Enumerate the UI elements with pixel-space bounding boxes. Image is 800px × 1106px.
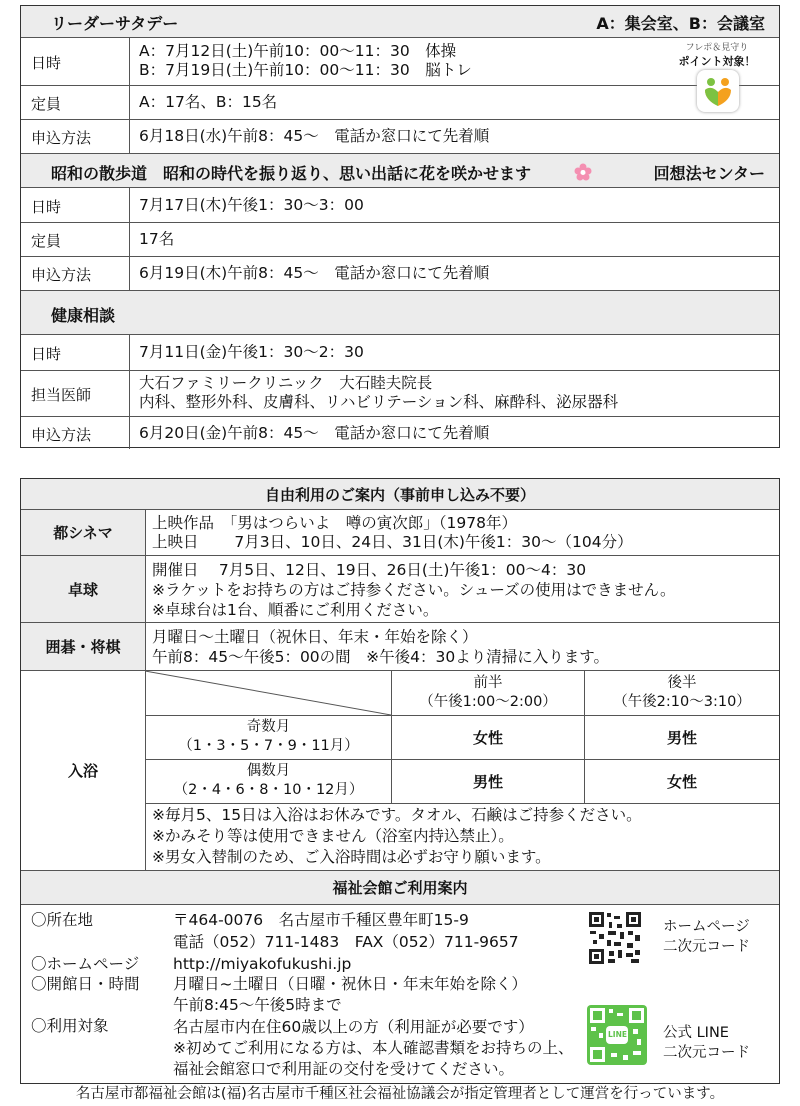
even-month: 偶数月 [246,763,291,779]
hall-title: 福祉会館ご利用案内 [332,879,468,897]
pingpong-label: 卓球 [21,556,145,622]
target-label: 〇利用対象 [31,1017,109,1035]
row-label: 日時 [31,54,62,72]
bath-diagonal-cell [145,671,391,715]
even-first-gender: 男性 [391,759,584,803]
bath-first-time: （午後1:00～2:00） [419,694,557,710]
leader-apply: 6月18日(水)午前8：45～ 電話か窓口にて先着順 [139,127,490,145]
showa-header [21,153,779,187]
showa-date: 7月17日(木)午後1：30～3：00 [139,196,364,214]
bath-label: 入浴 [67,762,98,780]
leader-apply-row [21,119,779,153]
homepage-qr-icon[interactable] [587,910,643,966]
target-line-1: 名古屋市内在住60歳以上の方（利用証が必要です） [173,1018,534,1036]
showa-capacity: 17名 [139,230,175,248]
health-date: 7月11日(金)午後1：30～2：30 [139,343,364,361]
bath-note-3: ※男女入替制のため、ご入浴時間は必ずお守り願います。 [152,848,551,866]
badge-top-text: フレポ＆見守り [685,43,749,53]
odd-months-list: （1・3・5・7・9・11月） [178,738,359,754]
phone-fax: 電話（052）711-1483 FAX（052）711-9657 [173,933,519,951]
cinema-title: 上映作品 「男はつらいよ 噂の寅次郎」（1978年） [152,514,517,532]
bath-note-2: ※かみそり等は使用できません（浴室内持込禁止）。 [152,827,514,845]
cinema-row [21,509,779,555]
health-doctor-specialties: 内科、整形外科、皮膚科、リハビリテーション科、麻酔科、泌尿器科 [139,393,619,411]
health-title: 健康相談 [51,306,116,325]
open-hours: 午前8:45～午後5時まで [173,996,342,1014]
bath-first-half: 前半 [473,675,503,691]
health-doctor-clinic: 大石ファミリークリニック 大石睦夫院長 [139,374,433,392]
address: 〒464-0076 名古屋市千種区豊年町15-9 [173,911,469,929]
bath-note-1: ※毎月5、15日は入浴はお休みです。タオル、石鹸はご持参ください。 [152,806,642,824]
target-line-3: 福祉会館窓口で利用証の交付を受けてください。 [173,1060,515,1078]
leader-capacity-row [21,85,779,119]
row-label: 申込方法 [31,129,92,147]
cinema-dates: 上映日 7月3日、10日、24日、31日(木)午後1：30～（104分） [152,533,633,551]
go-shogi-row [21,622,779,670]
bath-first-half-header [391,671,584,715]
free-use-header [21,479,779,509]
point-logo-icon [697,70,739,112]
showa-date-row [21,187,779,222]
odd-first-gender: 女性 [391,715,584,759]
health-apply: 6月20日(金)午前8：45～ 電話か窓口にて先着順 [139,424,490,442]
health-date-row [21,334,779,370]
bath-second-half-header [584,671,779,715]
go-shogi-hours: 午前8：45～午後5：00の間 ※午後4：30より清掃に入ります。 [152,648,610,666]
bath-second-time: （午後2:10～3:10） [613,694,751,710]
odd-month-cell [146,716,391,758]
line-logo-text: LINE [608,1030,627,1039]
leader-date-a: A：7月12日(土)午前10：00～11：30 体操 [139,42,457,60]
leader-date-b: B：7月19日(土)午前10：00～11：30 脳トレ [139,61,472,79]
flower-icon [574,163,592,185]
row-label: 日時 [31,198,62,216]
address-label: 〇所在地 [31,911,94,929]
qr2-caption-1: 公式 LINE [663,1025,729,1041]
health-apply-row [21,416,779,449]
showa-apply: 6月19日(木)午前8：45～ 電話か窓口にて先着順 [139,264,490,282]
leader-title: リーダーサタデー [51,14,179,33]
row-label: 申込方法 [31,426,92,444]
events-table [20,5,780,448]
go-shogi-label: 囲碁・将棋 [21,623,145,670]
even-months-list: （2・4・6・8・10・12月） [173,782,364,798]
facility-table [20,478,780,1084]
badge-main-text: ポイント対象！ [678,55,756,68]
leader-date-row [21,37,779,85]
row-label: 定員 [31,95,62,113]
qr1-caption-1: ホームページ [663,919,750,935]
showa-place: 回想法センター [653,164,765,183]
leader-header [21,6,779,37]
leader-rooms: A：集会室、B：会議室 [596,14,765,33]
odd-second-gender: 男性 [584,715,779,759]
health-header [21,290,779,334]
homepage-label: 〇ホームページ [31,955,140,973]
showa-title: 昭和の散歩道 昭和の時代を振り返り、思い出話に花を咲かせます [51,164,532,183]
odd-month: 奇数月 [246,719,291,735]
hours-label: 〇開館日・時間 [31,975,140,993]
showa-apply-row [21,256,779,290]
open-days: 月曜日~土曜日（日曜・祝休日・年末年始を除く） [173,975,527,993]
hall-info [21,904,779,1085]
pingpong-note-2: ※卓球台は1台、順番にご利用ください。 [152,601,439,619]
bath-row [21,670,779,870]
row-label: 日時 [31,345,62,363]
leader-capacity: A：17名、B：15名 [139,93,278,111]
cinema-label: 都シネマ [21,510,145,555]
point-badge [669,40,765,120]
showa-capacity-row [21,222,779,256]
row-label: 定員 [31,232,62,250]
even-second-gender: 女性 [584,759,779,803]
qr1-caption-2: 二次元コード [663,939,750,955]
even-month-cell [146,760,391,802]
go-shogi-days: 月曜日～土曜日（祝休日、年末・年始を除く） [152,628,478,646]
pingpong-row [21,555,779,622]
line-qr-icon[interactable] [587,1005,647,1065]
row-label: 担当医師 [31,386,92,404]
pingpong-dates: 開催日 7月5日、12日、19日、26日(土)午後1：00～4：30 [152,561,587,579]
health-doctor-row [21,370,779,416]
homepage-link[interactable]: http://miyakofukushi.jp [173,955,352,973]
row-label: 申込方法 [31,266,92,284]
footer-note: 名古屋市都福祉会館は(福)名古屋市千種区社会福祉協議会が指定管理者として運営を行っています。 [75,1086,725,1102]
target-line-2: ※初めてご利用になる方は、本人確認書類をお持ちの上、 [173,1039,574,1057]
pingpong-note-1: ※ラケットをお持ちの方はご持参ください。シューズの使用はできません。 [152,581,676,599]
free-use-title: 自由利用のご案内（事前申し込み不要） [264,485,535,504]
qr2-caption-2: 二次元コード [663,1045,750,1061]
hall-header [21,870,779,904]
bath-second-half: 後半 [667,675,697,691]
